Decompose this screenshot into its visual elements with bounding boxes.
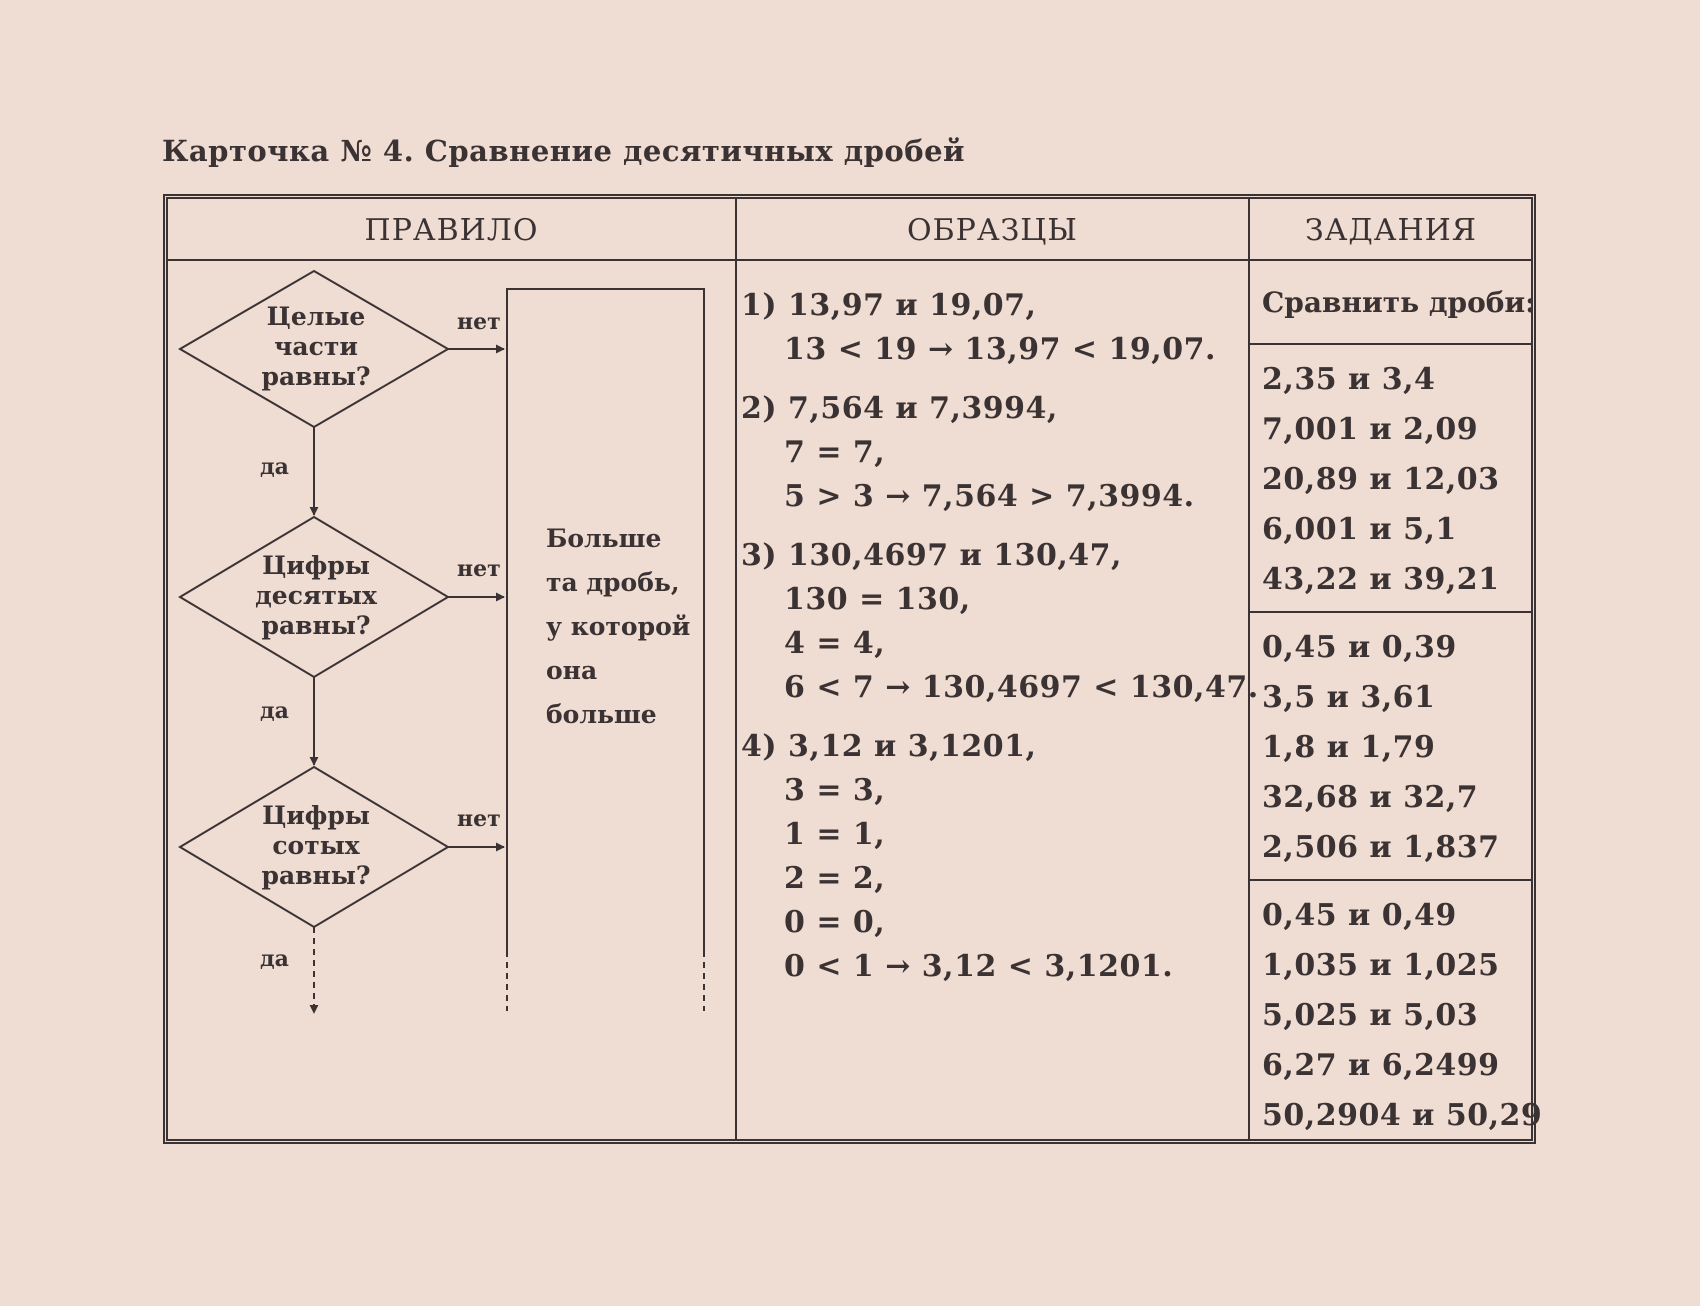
sample-2: [741, 387, 1241, 519]
flowchart: [168, 261, 735, 1131]
label-yes-2: да: [260, 698, 289, 724]
task-item: 1,035 и 1,025: [1262, 948, 1500, 983]
header-rule: ПРАВИЛО: [364, 212, 539, 248]
task-item: 2,35 и 3,4: [1262, 362, 1436, 397]
sample-line: 130 = 130,: [784, 582, 971, 617]
result-line-3: у которой: [546, 612, 691, 641]
task-item: 1,8 и 1,79: [1262, 730, 1436, 765]
task-group-2: [1250, 611, 1532, 879]
sample-line: 5 > 3 → 7,564 > 7,3994.: [784, 479, 1195, 514]
q2-line-2: десятых: [255, 581, 377, 610]
task-group-1: [1250, 343, 1532, 611]
task-item: 50,2904 и 50,29: [1262, 1098, 1543, 1133]
sample-line: 1) 13,97 и 19,07,: [741, 288, 1037, 323]
task-item: 2,506 и 1,837: [1262, 830, 1500, 865]
sample-line: 4) 3,12 и 3,1201,: [741, 729, 1037, 764]
label-no-3: нет: [457, 806, 501, 832]
header-samples: ОБРАЗЦЫ: [907, 212, 1078, 248]
sample-line: 0 < 1 → 3,12 < 3,1201.: [784, 949, 1174, 984]
task-item: 5,025 и 5,03: [1262, 998, 1479, 1033]
card-title: Карточка № 4. Сравнение десятичных дробей: [162, 134, 966, 168]
q1-line-2: части: [274, 332, 358, 361]
sample-line: 1 = 1,: [784, 817, 886, 852]
column-divider-1: [735, 199, 737, 1139]
task-group-3: [1250, 879, 1543, 1147]
sample-3: [741, 534, 1259, 710]
q1-line-3: равны?: [261, 362, 371, 391]
rule-card-table: [163, 194, 1543, 1144]
task-item: 43,22 и 39,21: [1262, 562, 1500, 597]
task-item: 6,27 и 6,2499: [1262, 1048, 1500, 1083]
sample-line: 0 = 0,: [784, 905, 886, 940]
q3-line-3: равны?: [261, 861, 371, 890]
sample-line: 2) 7,564 и 7,3994,: [741, 391, 1058, 426]
sample-line: 13 < 19 → 13,97 < 19,07.: [784, 332, 1216, 367]
samples-column: [741, 284, 1259, 1004]
sample-line: 4 = 4,: [784, 626, 886, 661]
tasks-column: [1250, 261, 1543, 1147]
result-line-5: больше: [546, 700, 657, 729]
task-item: 20,89 и 12,03: [1262, 462, 1500, 497]
result-line-2: та дробь,: [546, 568, 680, 597]
sample-line: 7 = 7,: [784, 435, 886, 470]
sample-line: 3) 130,4697 и 130,47,: [741, 538, 1122, 573]
q2-line-1: Цифры: [262, 551, 370, 580]
q1-line-1: Целые: [266, 302, 366, 331]
sample-line: 2 = 2,: [784, 861, 886, 896]
sample-4: [741, 725, 1241, 989]
task-item: 0,45 и 0,39: [1262, 630, 1457, 665]
sample-line: 6 < 7 → 130,4697 < 130,47.: [784, 670, 1259, 705]
sample-line: 3 = 3,: [784, 773, 886, 808]
task-item: 0,45 и 0,49: [1262, 898, 1457, 933]
task-item: 6,001 и 5,1: [1262, 512, 1457, 547]
q3-line-1: Цифры: [262, 801, 370, 830]
result-line-4: она: [546, 656, 598, 685]
label-yes-3: да: [260, 946, 289, 972]
label-yes-1: да: [260, 454, 289, 480]
q2-line-3: равны?: [261, 611, 371, 640]
result-line-1: Больше: [546, 524, 662, 553]
sample-1: [741, 284, 1241, 372]
q3-line-2: сотых: [272, 831, 360, 860]
label-no-2: нет: [457, 556, 501, 582]
task-item: 3,5 и 3,61: [1262, 680, 1436, 715]
tasks-heading: Сравнить дроби:: [1262, 285, 1536, 319]
header-tasks: ЗАДАНИЯ: [1304, 212, 1478, 248]
task-item: 7,001 и 2,09: [1262, 412, 1479, 447]
label-no-1: нет: [457, 309, 501, 335]
task-item: 32,68 и 32,7: [1262, 780, 1479, 815]
